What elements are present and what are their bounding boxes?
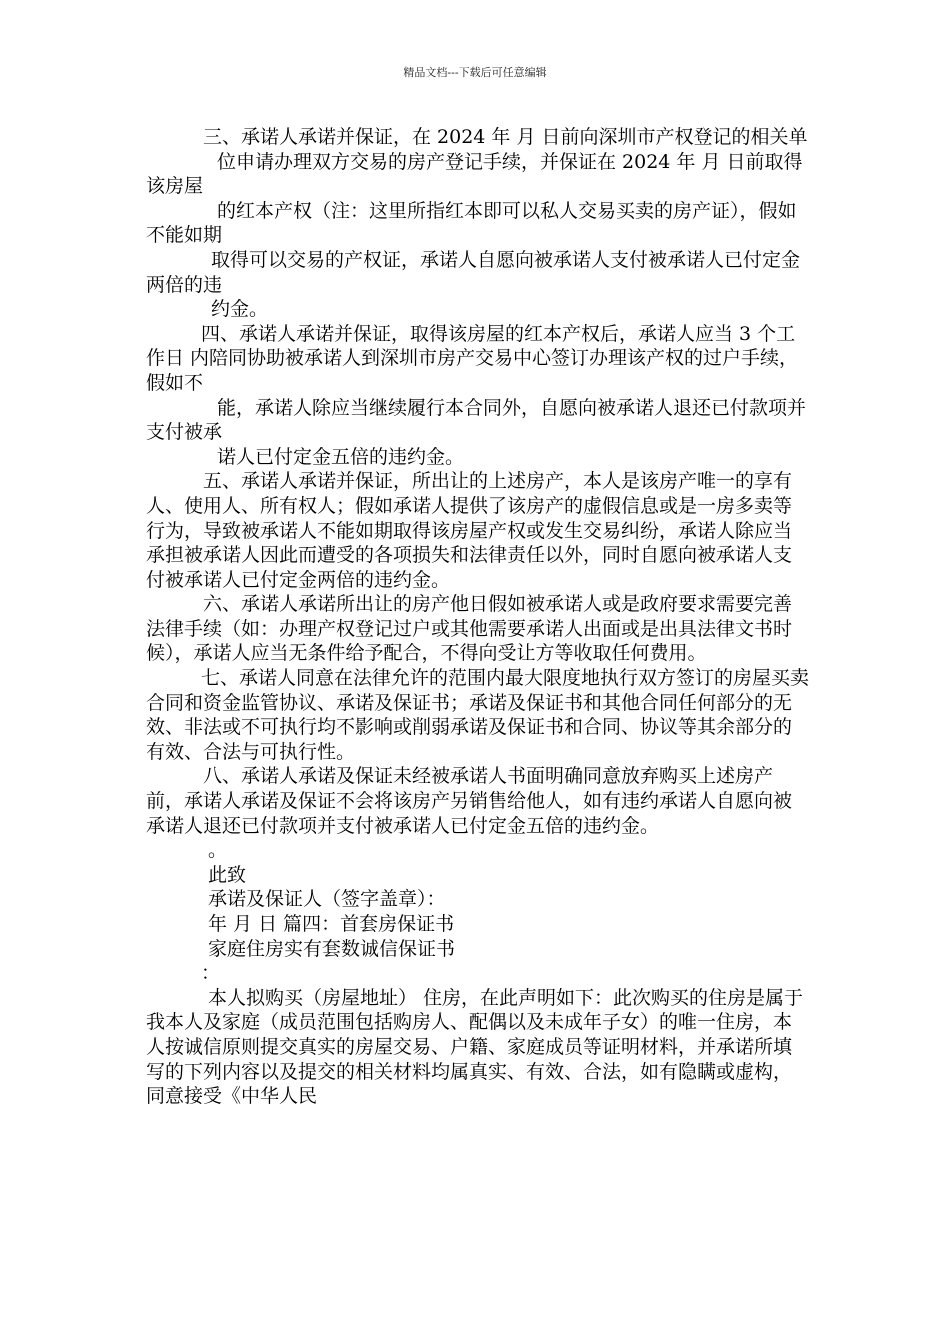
signature-line: 承诺及保证人（签字盖章）： bbox=[208, 888, 446, 911]
section-title: 家庭住房实有套数诚信保证书 bbox=[208, 937, 456, 960]
paragraph: 八、承诺人承诺及保证未经被承诺人书面明确同意放弃购买上述房产前，承诺人承诺及保证不会将该房产另销售给他人，如有违约承诺人自愿向被承诺人退还已付款项并支付被承诺人已付定金五倍的违约金。 bbox=[146, 765, 793, 837]
paragraph: 。 bbox=[208, 839, 228, 862]
paragraph: 三、承诺人承诺并保证，在 2024 年 月 日前向深圳市产权登记的相关单 bbox=[203, 126, 808, 148]
page-header: 精品文档---下载后可任意编辑 bbox=[403, 66, 547, 79]
closing-salutation: 此致 bbox=[208, 863, 247, 886]
paragraph: 能，承诺人除应当继续履行本合同外，自愿向被承诺人退还已付款项并支付被承 bbox=[146, 396, 807, 444]
paragraph: 位申请办理双方交易的房产登记手续，并保证在 2024 年 月 日前取得该房屋 bbox=[146, 150, 803, 198]
paragraph: 四、承诺人承诺并保证，取得该房屋的红本产权后，承诺人应当 3 个工作日 内陪同协助被承诺人到深圳市房产交易中心签订办理该产权的过户手续，假如不 bbox=[146, 322, 799, 394]
paragraph: ： bbox=[201, 962, 221, 985]
paragraph: 诺人已付定金五倍的违约金。 bbox=[217, 445, 465, 468]
paragraph: 六、承诺人承诺所出让的房产他日假如被承诺人或是政府要求需要完善法律手续（如：办理产权登记过户或其他需要承诺人出面或是出具法律文书时候），承诺人应当无条件给予配合，不得向受让方等收取任何费用。 bbox=[146, 593, 793, 665]
paragraph: 五、承诺人承诺并保证，所出让的上述房产，本人是该房产唯一的享有人、使用人、所有权人；假如承诺人提供了该房产的虚假信息或是一房多卖等行为，导致被承诺人不能如期取得该房屋产权或发生交易纠纷，承诺人除应当承担被承诺人因此而遭受的各项损失和法律责任以外，同时自愿向被承诺人支付被承诺人已付定金两倍的违约金。 bbox=[146, 470, 793, 591]
paragraph: 的红本产权（注：这里所指红本即可以私人交易买卖的房产证），假如不能如期 bbox=[146, 199, 797, 247]
paragraph: 七、承诺人同意在法律允许的范围内最大限度地执行双方签订的房屋买卖合同和资金监管协议、承诺及保证书；承诺及保证书和其他合同任何部分的无效、非法或不可执行均不影响或削弱承诺及保证书和合同、协议等其余部分的有效、合法与可执行性。 bbox=[146, 667, 810, 763]
paragraph: 取得可以交易的产权证，承诺人自愿向被承诺人支付被承诺人已付定金两倍的违 bbox=[146, 248, 801, 296]
paragraph: 约金。 bbox=[211, 298, 269, 321]
document-body bbox=[146, 125, 810, 1109]
paragraph: 本人拟购买（房屋地址） 住房，在此声明如下：此次购买的住房是属于我本人及家庭（成员范围包括购房人、配偶以及未成年子女）的唯一住房，本人按诚信原则提交真实的房屋交易、户籍、家庭成员等证明材料，并承诺所填写的下列内容以及提交的相关材料均属真实、有效、合法，如有隐瞒或虚构，同意接受《中华人民 bbox=[146, 986, 804, 1108]
date-line: 年 月 日 篇四：首套房保证书 bbox=[208, 913, 455, 935]
